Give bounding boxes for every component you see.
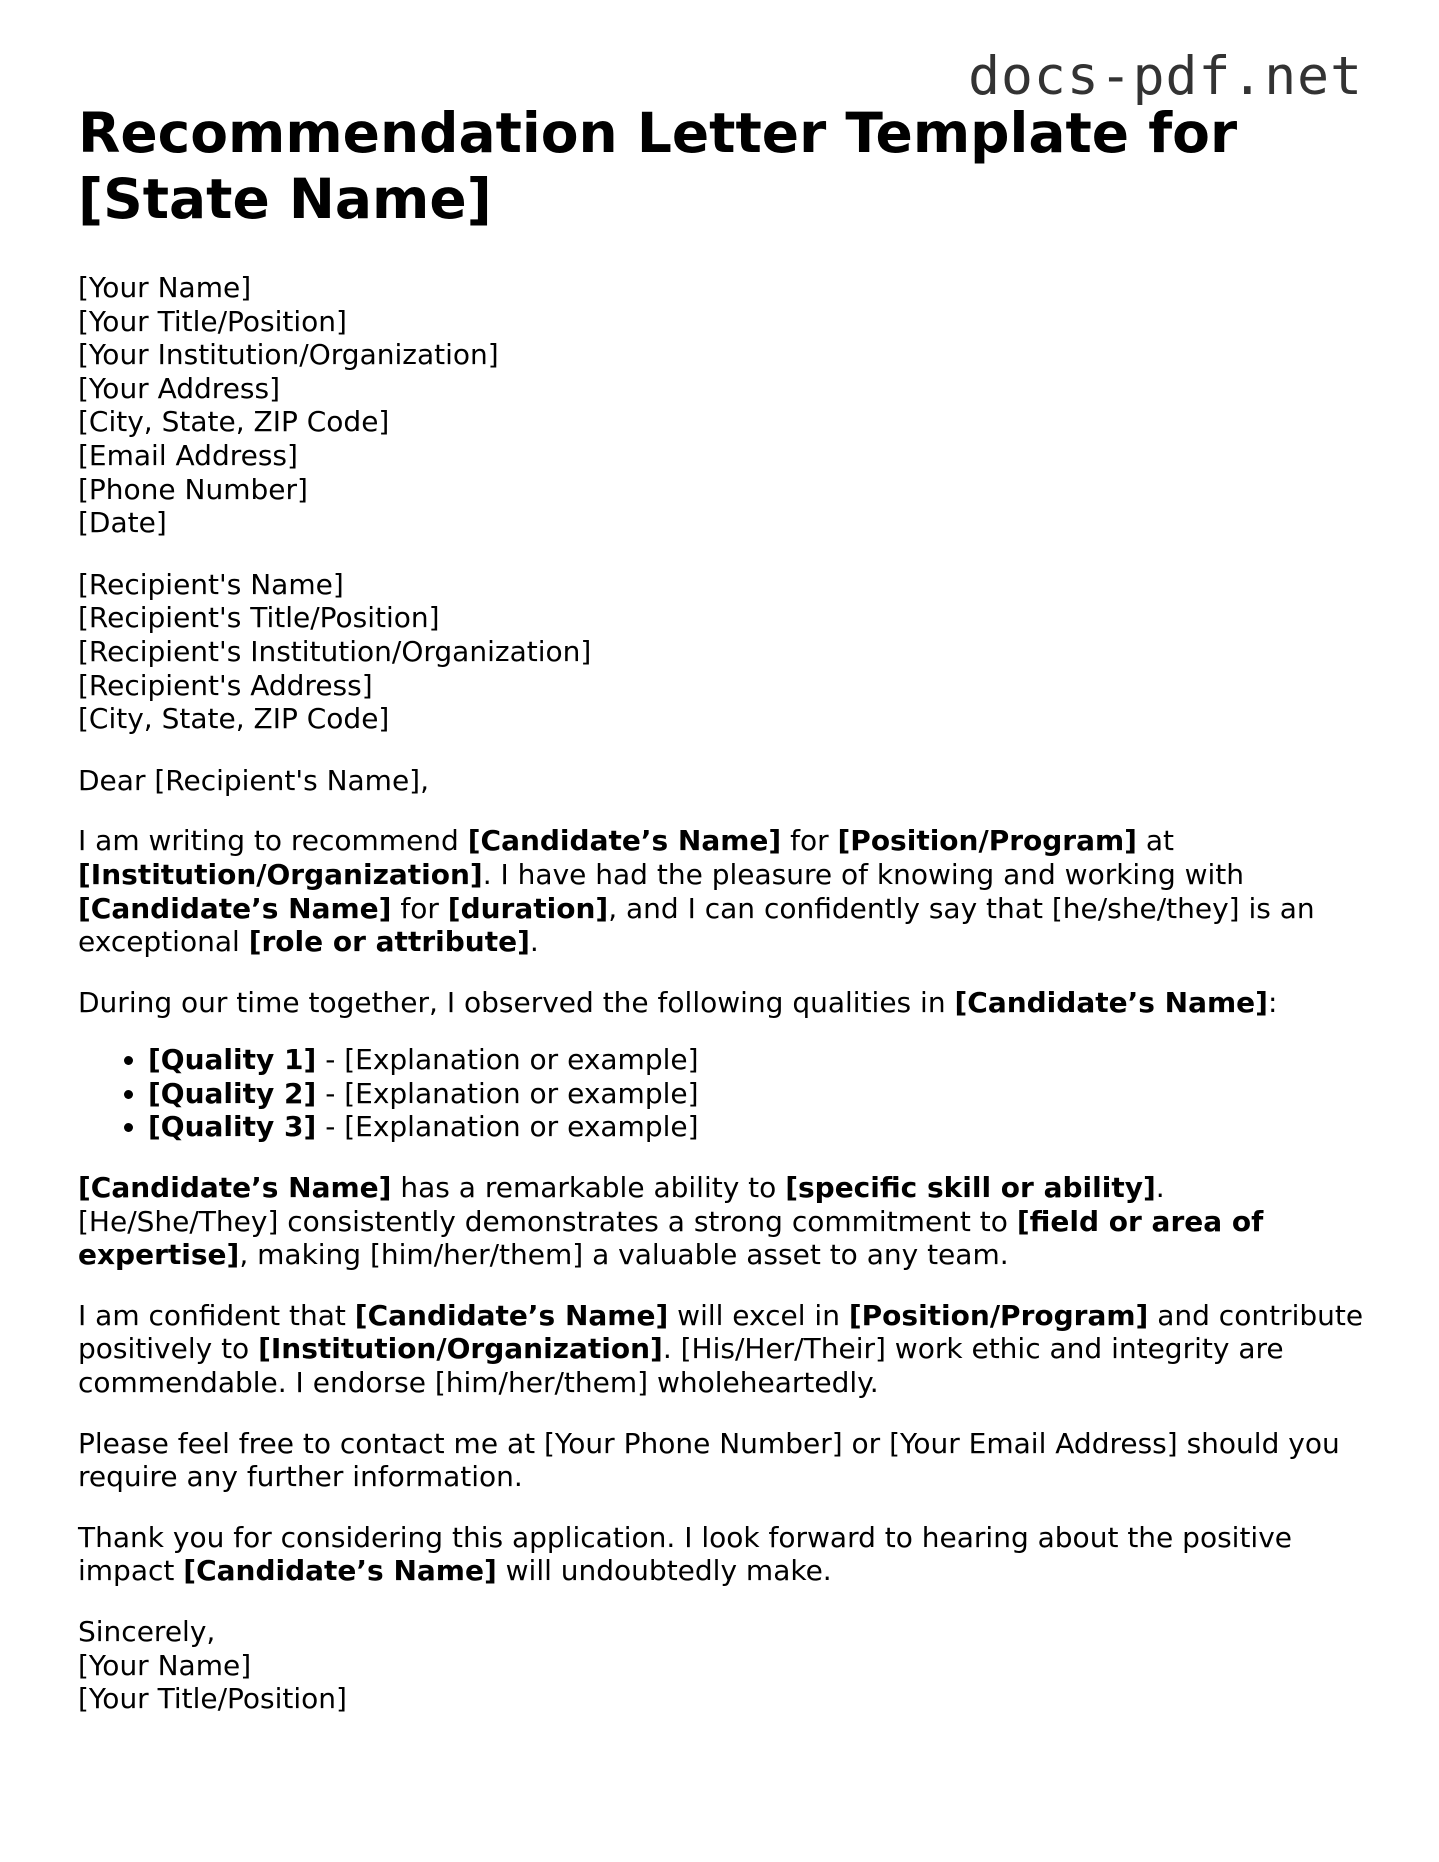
text-run: has a remarkable ability to	[391, 1171, 786, 1205]
placeholder-candidate-name: [Candidate’s Name]	[954, 985, 1268, 1019]
sender-institution: [Your Institution/Organization]	[78, 338, 499, 372]
paragraph-ability	[78, 1171, 1368, 1272]
text-run: During our time together, I observed the following qualities in	[78, 985, 955, 1019]
sender-city: [City, State, ZIP Code]	[78, 405, 390, 439]
letter-page	[78, 100, 1368, 1716]
text-run: for	[781, 824, 838, 858]
sender-block	[78, 271, 1368, 540]
page-title: Recommendation Letter Template for [State Name]	[78, 101, 1238, 231]
paragraph-endorsement	[78, 1299, 1368, 1400]
placeholder-duration: [duration]	[447, 891, 609, 925]
closing-valediction: Sincerely,	[78, 1615, 216, 1648]
text-run: Thank you for considering this application. I look forward to hearing about the positive impact	[78, 1520, 1292, 1588]
recipient-institution: [Recipient's Institution/Organization]	[78, 634, 592, 668]
sender-date: [Date]	[78, 506, 167, 540]
text-run: I am confident that	[78, 1298, 355, 1332]
salutation: Dear [Recipient's Name],	[78, 763, 429, 797]
sender-name: [Your Name]	[78, 271, 252, 304]
placeholder-candidate-name: [Candidate’s Name]	[183, 1554, 497, 1588]
text-run: . [His/Her/Their] work ethic and integrity are commendable. I endorse [him/her/them] wholeheartedly.	[78, 1332, 1284, 1400]
sender-phone: [Phone Number]	[78, 472, 308, 506]
text-run: I am writing to recommend	[78, 824, 468, 858]
text-run: .	[529, 925, 539, 959]
quality-name: [Quality 1]	[148, 1043, 317, 1077]
watermark: docs-pdf.net	[968, 46, 1363, 107]
text-run: :	[1267, 985, 1278, 1019]
qualities-list	[78, 1043, 1368, 1144]
paragraph-qualities-intro	[78, 986, 1368, 1020]
text-run: and contribute positively to	[78, 1298, 1364, 1366]
closing-block	[78, 1615, 1368, 1716]
paragraph-thanks	[78, 1521, 1368, 1588]
placeholder-institution: [Institution/Organization]	[258, 1332, 663, 1366]
quality-name: [Quality 2]	[148, 1076, 317, 1110]
paragraph-introduction	[78, 824, 1368, 958]
placeholder-field: [field or area of expertise]	[78, 1204, 1264, 1272]
placeholder-skill: [specific skill or ability]	[785, 1171, 1156, 1205]
text-run: will undoubtedly make.	[496, 1554, 832, 1588]
sender-address: [Your Address]	[78, 371, 281, 405]
text-run: . I have had the pleasure of knowing and working with	[482, 857, 1245, 891]
text-run: will excel in	[668, 1298, 849, 1332]
list-item	[148, 1110, 1368, 1144]
placeholder-candidate-name: [Candidate’s Name]	[467, 824, 782, 858]
text-run: . [He/She/They] consistently demonstrates a strong commitment to	[78, 1171, 1165, 1238]
placeholder-candidate-name: [Candidate’s Name]	[78, 891, 392, 925]
placeholder-position: [Position/Program]	[837, 824, 1137, 858]
sender-title: [Your Title/Position]	[78, 304, 347, 338]
placeholder-candidate-name: [Candidate’s Name]	[78, 1171, 392, 1205]
placeholder-institution: [Institution/Organization]	[78, 857, 483, 891]
quality-name: [Quality 3]	[148, 1110, 317, 1144]
placeholder-role: [role or attribute]	[248, 925, 530, 959]
paragraph-contact: Please feel free to contact me at [Your Phone Number] or [Your Email Address] should you require any further information.	[78, 1426, 1340, 1494]
text-run: at	[1136, 824, 1175, 858]
quality-text: - [Explanation or example]	[316, 1043, 699, 1077]
text-run: for	[391, 891, 448, 925]
text-run: , making [him/her/them] a valuable asset to any team.	[239, 1238, 1009, 1272]
list-item	[148, 1077, 1368, 1111]
list-item	[148, 1043, 1368, 1077]
text-run: , and I can confidently say that [he/she/they] is an exceptional	[78, 891, 1315, 959]
sender-email: [Email Address]	[78, 438, 298, 472]
recipient-block	[78, 568, 1368, 736]
quality-text: - [Explanation or example]	[316, 1076, 699, 1110]
closing-title: [Your Title/Position]	[78, 1682, 347, 1716]
recipient-title: [Recipient's Title/Position]	[78, 601, 440, 635]
placeholder-position: [Position/Program]	[848, 1298, 1149, 1332]
placeholder-candidate-name: [Candidate’s Name]	[354, 1298, 669, 1332]
quality-text: - [Explanation or example]	[316, 1110, 699, 1144]
recipient-address: [Recipient's Address]	[78, 668, 373, 702]
recipient-name: [Recipient's Name]	[78, 567, 344, 601]
recipient-city: [City, State, ZIP Code]	[78, 702, 390, 736]
closing-name: [Your Name]	[78, 1648, 252, 1682]
